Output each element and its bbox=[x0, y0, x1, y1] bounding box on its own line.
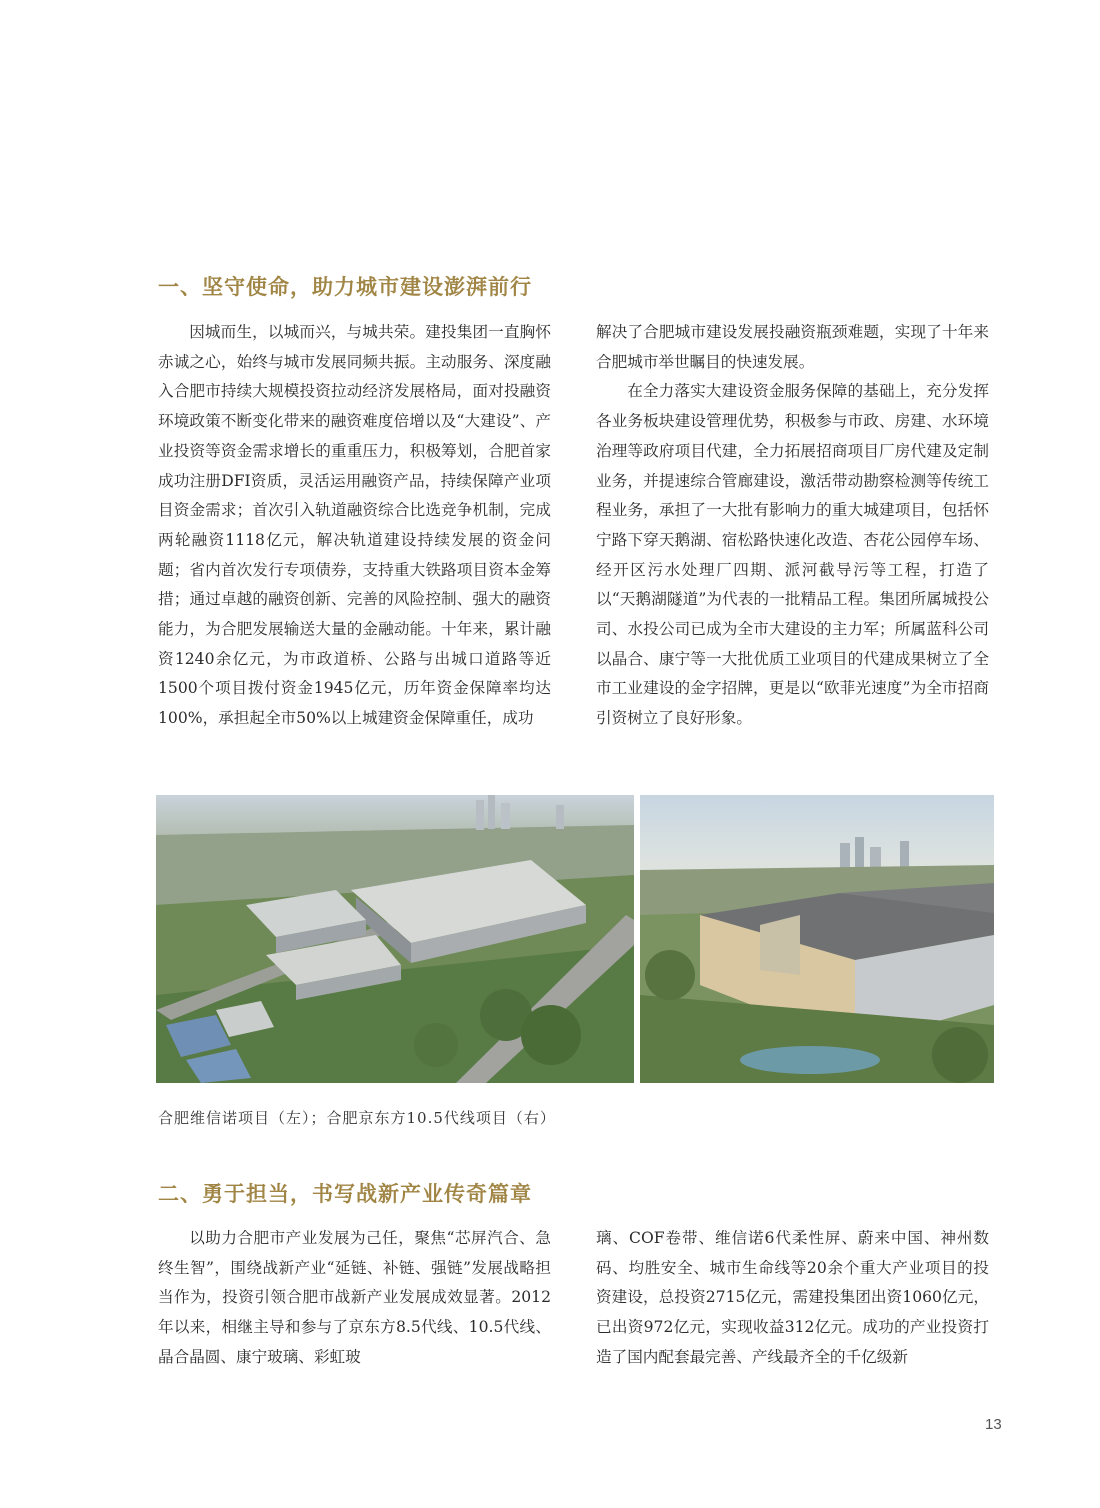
section2-column-right bbox=[596, 1224, 989, 1373]
section2-paragraph-1: 以助力合肥市产业发展为己任，聚焦“芯屏汽合、急终生智”，围绕战新产业“延链、补链、强链”发展战略担当作为，投资引领合肥市战新产业发展成效显著。2012年以来，相继主导和参与了京东方8.5代线、10.5代线、晶合晶圆、康宁玻璃、彩虹玻 bbox=[158, 1229, 551, 1366]
photo-caption: 合肥维信诺项目（左）；合肥京东方10.5代线项目（右） bbox=[158, 1109, 556, 1127]
section2-heading: 二、勇于担当，书写战新产业传奇篇章 bbox=[158, 1182, 532, 1206]
page-number: 13 bbox=[985, 1416, 1002, 1433]
section2-paragraph-1-continued: 璃、COF卷带、维信诺6代柔性屏、蔚来中国、神州数码、均胜安全、城市生命线等20余个重大产业项目的投资建设，总投资2715亿元，需建投集团出资1060亿元，已出资972亿元，实现收益312亿元。成功的产业投资打造了国内配套最完善、产线最齐全的千亿级新 bbox=[596, 1229, 989, 1366]
section1-paragraph-1: 因城而生，以城而兴，与城共荣。建投集团一直胸怀赤诚之心，始终与城市发展同频共振。主动服务、深度融入合肥市持续大规模投资拉动经济发展格局，面对投融资环境政策不断变化带来的融资难度倍增以及“大建设”、产业投资等资金需求增长的重重压力，积极筹划，合肥首家成功注册DFI资质，灵活运用融资产品，持续保障产业项目资金需求；首次引入轨道融资综合比选竞争机制，完成两轮融资1118亿元，解决轨道建设持续发展的资金问题；省内首次发行专项债券，支持重大铁路项目资本金筹措；通过卓越的融资创新、完善的风险控制、强大的融资能力，为合肥发展输送大量的金融动能。十年来，累计融资1240余亿元，为市政道桥、公路与出城口道路等近1500个项目拨付资金1945亿元，历年资金保障率均达100%，承担起全市50%以上城建资金保障重任，成功 bbox=[158, 323, 551, 728]
photo-visionox-project bbox=[156, 795, 634, 1083]
section1-heading: 一、坚守使命，助力城市建设澎湃前行 bbox=[158, 275, 532, 299]
section2-column-left bbox=[158, 1224, 551, 1373]
section1-column-right bbox=[596, 318, 989, 734]
section1-column-left bbox=[158, 318, 551, 734]
section1-paragraph-2: 在全力落实大建设资金服务保障的基础上，充分发挥各业务板块建设管理优势，积极参与市政、房建、水环境治理等政府项目代建，全力拓展招商项目厂房代建及定制业务，并提速综合管廊建设，激活带动勘察检测等传统工程业务，承担了一大批有影响力的重大城建项目，包括怀宁路下穿天鹅湖、宿松路快速化改造、杏花公园停车场、经开区污水处理厂四期、派河截导污等工程，打造了以“天鹅湖隧道”为代表的一批精品工程。集团所属城投公司、水投公司已成为全市大建设的主力军；所属蓝科公司以晶合、康宁等一大批优质工业项目的代建成果树立了全市工业建设的金字招牌，更是以“欧菲光速度”为全市招商引资树立了良好形象。 bbox=[596, 382, 989, 728]
photo-boe-project bbox=[640, 795, 994, 1083]
section1-paragraph-1-continued: 解决了合肥城市建设发展投融资瓶颈难题，实现了十年来合肥城市举世瞩目的快速发展。 bbox=[596, 323, 989, 371]
